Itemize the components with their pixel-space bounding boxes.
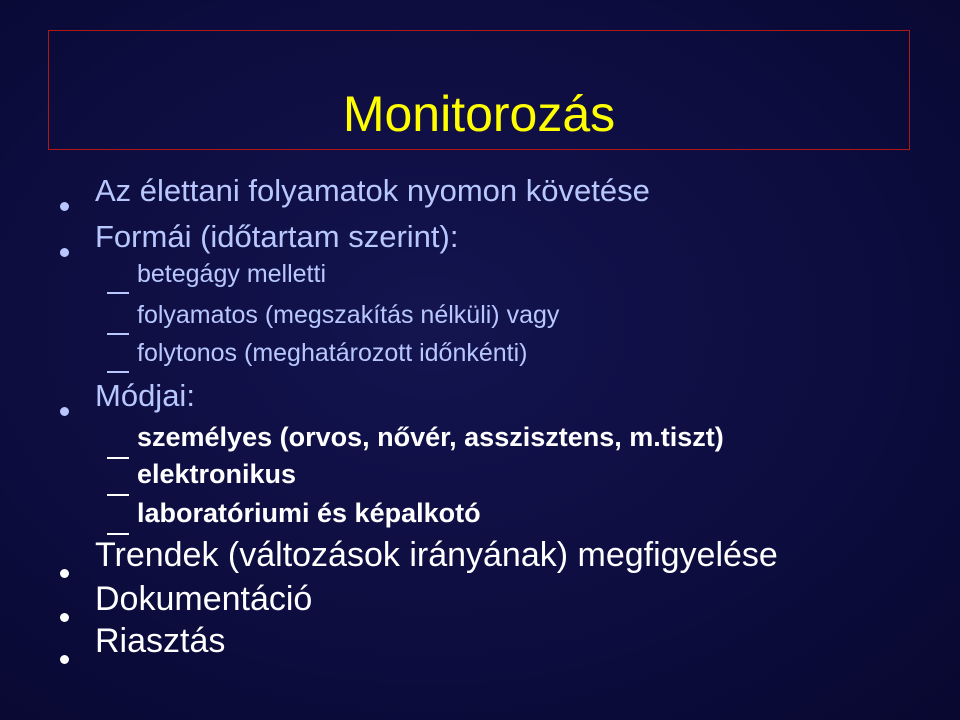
bullet-text: Dokumentáció xyxy=(95,580,313,618)
sub-bullet-text: laboratóriumi és képalkotó xyxy=(137,498,481,528)
dash-icon xyxy=(107,274,129,299)
bullet-text: Az élettani folyamatok nyomon követése xyxy=(95,173,650,208)
bullet-dot-icon xyxy=(60,185,69,216)
title-frame xyxy=(48,30,910,150)
bullet-text: Riasztás xyxy=(95,622,226,660)
bullet-text: Módjai: xyxy=(95,378,195,413)
bullet-dot-icon xyxy=(60,550,69,584)
sub-bullet-text: elektronikus xyxy=(137,459,297,489)
bullet-text: Formái (időtartam szerint): xyxy=(95,219,459,254)
bullet-text: Trendek (változások irányának) megfigyelése xyxy=(95,536,778,574)
bullet-dot-icon xyxy=(60,390,69,421)
bullet-dot-icon xyxy=(60,594,69,628)
sub-bullet-text: folytonos (meghatározott időnkénti) xyxy=(137,339,528,367)
sub-bullet-text: betegágy melletti xyxy=(137,260,327,288)
dash-icon xyxy=(107,315,129,340)
sub-bullet-text: személyes (orvos, nővér, asszisztens, m.tiszt) xyxy=(137,422,724,452)
dash-icon xyxy=(107,437,129,464)
dash-icon xyxy=(107,353,129,378)
dash-icon xyxy=(107,474,129,501)
bullet-dot-icon xyxy=(60,636,69,670)
sub-bullet-text: folyamatos (megszakítás nélküli) vagy xyxy=(137,301,560,329)
bullet-dot-icon xyxy=(60,231,69,262)
slide-title: Monitorozás xyxy=(342,86,616,142)
